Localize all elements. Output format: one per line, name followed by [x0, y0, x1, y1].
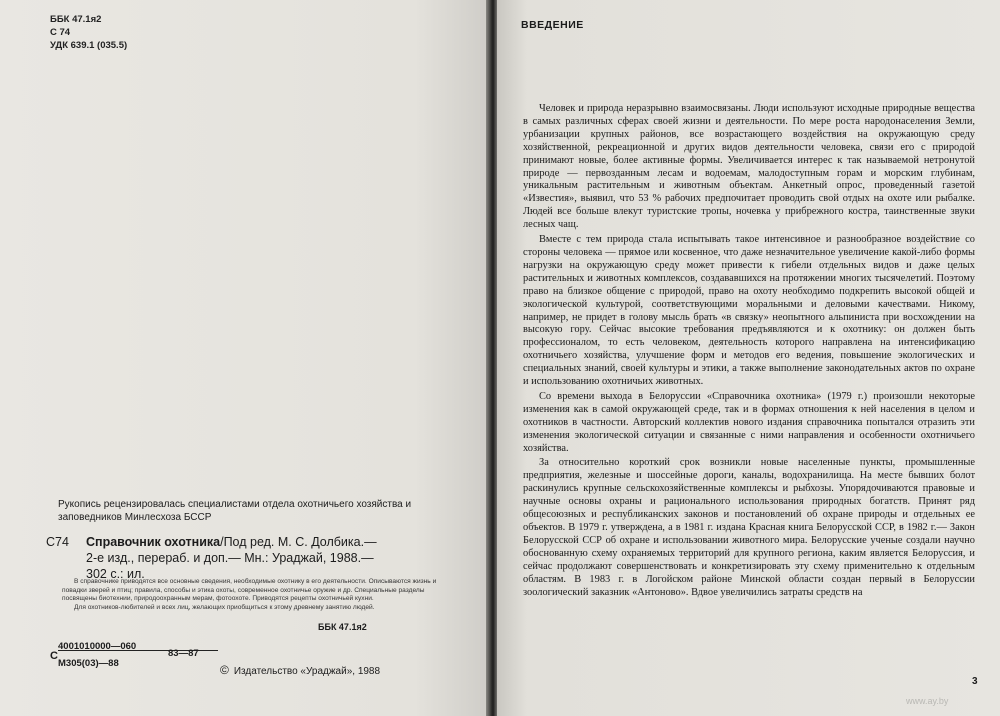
annotation-paragraph: В справочнике приводятся все основные сведения, необходимые охотнику в его деятельности. Описываются жизнь и повадки зверей и птиц; правила, способы и этика охоты, современное охотничье оружие и др. Специальные разделы посвящены биотехнии, природоохранным мерам, фотоохоте. Приводятся рецепты охотничьей кухни.	[62, 578, 437, 602]
biblio-edition-line: 2-е изд., перераб. и доп.— Мн.: Ураджай, 1988.—	[86, 551, 374, 565]
biblio-pages-line: 302 с.: ил.	[86, 567, 145, 581]
review-note: Рукопись рецензировалась специалистами отдела охотничьего хозяйства и заповедников Минлесхоза БССР	[58, 499, 412, 523]
index-letter: С	[50, 650, 58, 662]
paragraph: За относительно короткий срок возникли новые населенные пункты, промышленные предприятия, железные и шоссейные дороги, каналы, водохранилища. На месте бывших болот раскинулись крупные сельскохозяйственные комплексы и рыбхозы. Упорядочиваются правовые и научные основы охраны и рационального использования природных богатств. Принят ряд общесоюзных и республиканских законов и постановлений об охране природы и отдельных ее объектов. В 1979 г. утверждена, а в 1981 г. издана Красная книга Белорусской ССР, в 1982 г.— Закон Белорусской ССР об охране и использовании животного мира. Белорусские ученые создали научно обоснованную схему охраняемых территорий для крупного региона, каким является Белоруссия, и сейчас продолжают совершенствовать и конкретизировать эту схему применительно к отдельным областям. В 1983 г. в Логойском районе Минской области создан первый в Белоруссии зоологический заказник «Антоново». Вдвое увеличились затраты средств на	[523, 457, 975, 598]
copyright-text: Издательство «Ураджай», 1988	[233, 666, 381, 677]
bbk-code: ББК 47.1я2	[50, 14, 102, 25]
annotation	[62, 578, 437, 612]
catalog-code: С74	[46, 535, 69, 549]
udk-code: УДК 639.1 (035.5)	[50, 40, 128, 51]
author-mark: С 74	[50, 27, 71, 38]
catalog-codes	[50, 13, 127, 52]
paragraph: Со времени выхода в Белоруссии «Справочника охотника» (1979 г.) произошли некоторые изменения как в самой окружающей среде, так и в формах отношения к ней населения в целом и охотников в частности. Авторский коллектив нового издания справочника попытался отразить эти изменения экологической ситуации и связанные с ними направления и особенности охотничьего хозяйства.	[523, 390, 975, 454]
biblio-title-line: Справочник охотника/Под ред. М. С. Долбика.—	[86, 535, 377, 549]
copyright-icon: ©	[220, 663, 229, 677]
site-watermark: www.ay.by	[906, 696, 949, 706]
chapter-heading: ВВЕДЕНИЕ	[521, 19, 584, 31]
left-page	[0, 0, 488, 716]
show-through-cover-title	[120, 20, 420, 110]
paragraph: Человек и природа неразрывно взаимосвязаны. Люди используют исходные природные вещества в самых различных сферах своей жизни и деятельности. По мере роста народонаселения Земли, урбанизации крупных районов, все возрастающего воздействия на окружающую среду хозяйственной, рекреационной и других видов деятельности человека, связи его с природой принимают новые, более активные формы. Увеличивается интерес к так называемой нетронутой природе — первозданным лесам и водоемам, малодоступным горам и морским глубинам, уникальным растительным и животным объектам. Анкетный опрос, проведенный газетой «Известия», выявил, что 53 % рабочих предпочитает проводить свой отдых на охоте или рыбалке. Людей все больше влекут туристские тропы, ночевка у прибрежного костра, таинственные звуки лесных чащ.	[523, 103, 975, 231]
index-numerator: 4001010000—060	[58, 641, 137, 652]
index-denominator: М305(03)—88	[58, 658, 119, 669]
paragraph: Вместе с тем природа стала испытывать такое интенсивное и разнообразное воздействие со стороны человека — прямое или косвенное, что даже незначительное увеличение какой-либо формы нагрузки на окружающую среду может привести к гибели отдельных видов и даже целых растительных и животных комплексов, создававшихся на протяжении многих тысячелетий. Поэтому право на близкое общение с природой, право на охоту необходимо подкрепить высокой общей и экологической культурой, соответствующими моральными и деловыми качествами. Никому, например, не придет в голову мысль брать «в связку» неопытного альпиниста при восхождении на высокую гору. Сейчас высокие требования предъявляются и к охотнику: он должен быть профессионалом, то есть человеком, деятельность которого направлена на интенсификацию охотничьего хозяйства, улучшение форм и методов его ведения, повышение экологических и специальных знаний, своей культуры и этики, а также выполнение законодательных актов по охране и использованию охотничьих животных.	[523, 234, 975, 388]
index-numbers: 83—87	[168, 648, 199, 659]
introduction-text	[523, 103, 975, 601]
copyright-line	[220, 663, 380, 677]
bbk-code-bottom: ББК 47.1я2	[318, 622, 367, 632]
page-number: 3	[972, 676, 978, 687]
annotation-paragraph: Для охотников-любителей и всех лиц, желающих приобщиться к этому древнему занятию людей.	[74, 603, 375, 611]
